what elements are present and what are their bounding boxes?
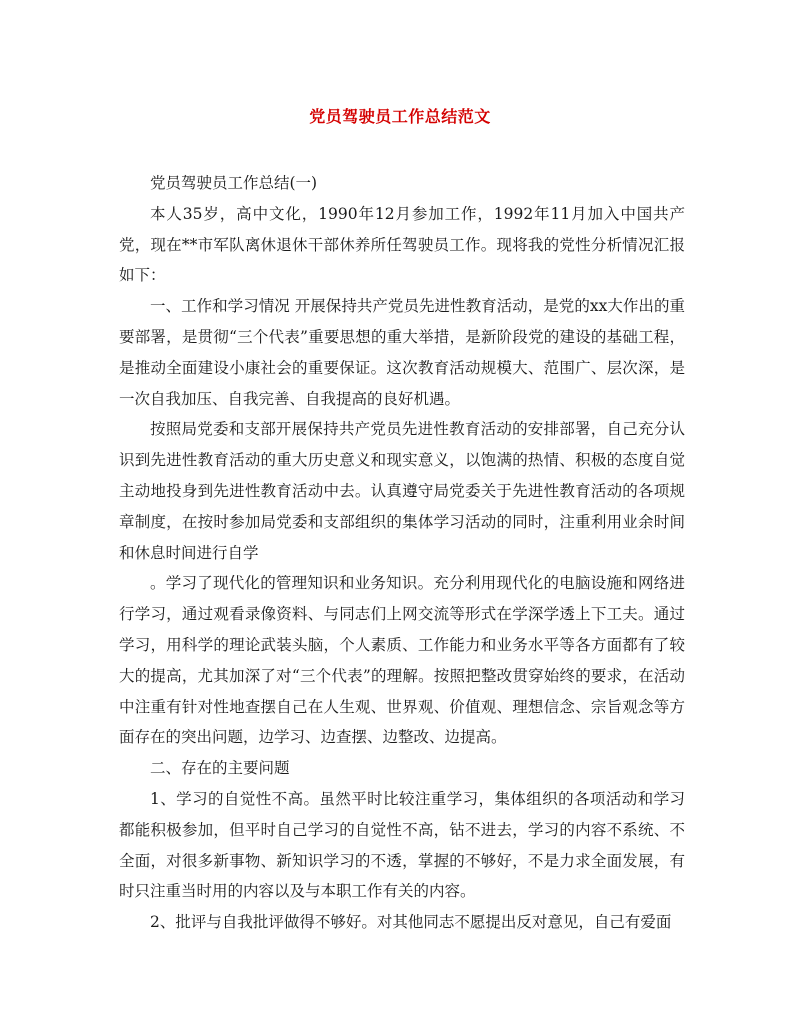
document-title: 党员驾驶员工作总结范文: [309, 107, 491, 126]
paragraph: 一、工作和学习情况 开展保持共产党员先进性教育活动，是党的xx大作出的重要部署，是贯彻“三个代表”重要思想的重大举措，是新阶段党的建设的基础工程，是推动全面建设小康社会的重要保证。这次教育活动规模大、范围广、层次深，是一次自我加压、自我完善、自我提高的良好机遇。: [119, 297, 685, 408]
section-heading: 党员驾驶员工作总结(一): [150, 174, 318, 192]
paragraph: 按照局党委和支部开展保持共产党员先进性教育活动的安排部署，自己充分认识到先进性教育活动的重大历史意义和现实意义，以饱满的热情、积极的态度自觉主动地投身到先进性教育活动中去。认真遵守局党委关于先进性教育活动的各项规章制度，在按时参加局党委和支部组织的集体学习活动的同时，注重利用业余时间和休息时间进行自学: [119, 420, 685, 562]
paragraph: 2、批评与自我批评做得不够好。对其他同志不愿提出反对意见，自己有爱面: [150, 913, 672, 932]
section-heading: 二、存在的主要问题: [150, 759, 290, 778]
paragraph: 1、学习的自觉性不高。虽然平时比较注重学习，集体组织的各项活动和学习都能积极参加，但平时自己学习的自觉性不高，钻不进去，学习的内容不系统、不全面，对很多新事物、新知识学习的不透，掌握的不够好，不是力求全面发展，有时只注重当时用的内容以及与本职工作有关的内容。: [119, 789, 685, 901]
paragraph: 本人35岁，高中文化，1990年12月参加工作，1992年11月加入中国共产党，现在**市军队离休退休干部休养所任驾驶员工作。现将我的党性分析情况汇报如下：: [119, 204, 685, 285]
document-body: [119, 168, 685, 938]
paragraph: 。学习了现代化的管理知识和业务知识。充分利用现代化的电脑设施和网络进行学习，通过观看录像资料、与同志们上网交流等形式在学深学透上下工夫。通过学习，用科学的理论武装头脑，个人素质、工作能力和业务水平等各方面都有了较大的提高，尤其加深了对“三个代表”的理解。按照把整改贯穿始终的要求，在活动中注重有针对性地查摆自己在人生观、世界观、价值观、理想信念、宗旨观念等方面存在的突出问题，边学习、边查摆、边整改、边提高。: [119, 574, 685, 747]
